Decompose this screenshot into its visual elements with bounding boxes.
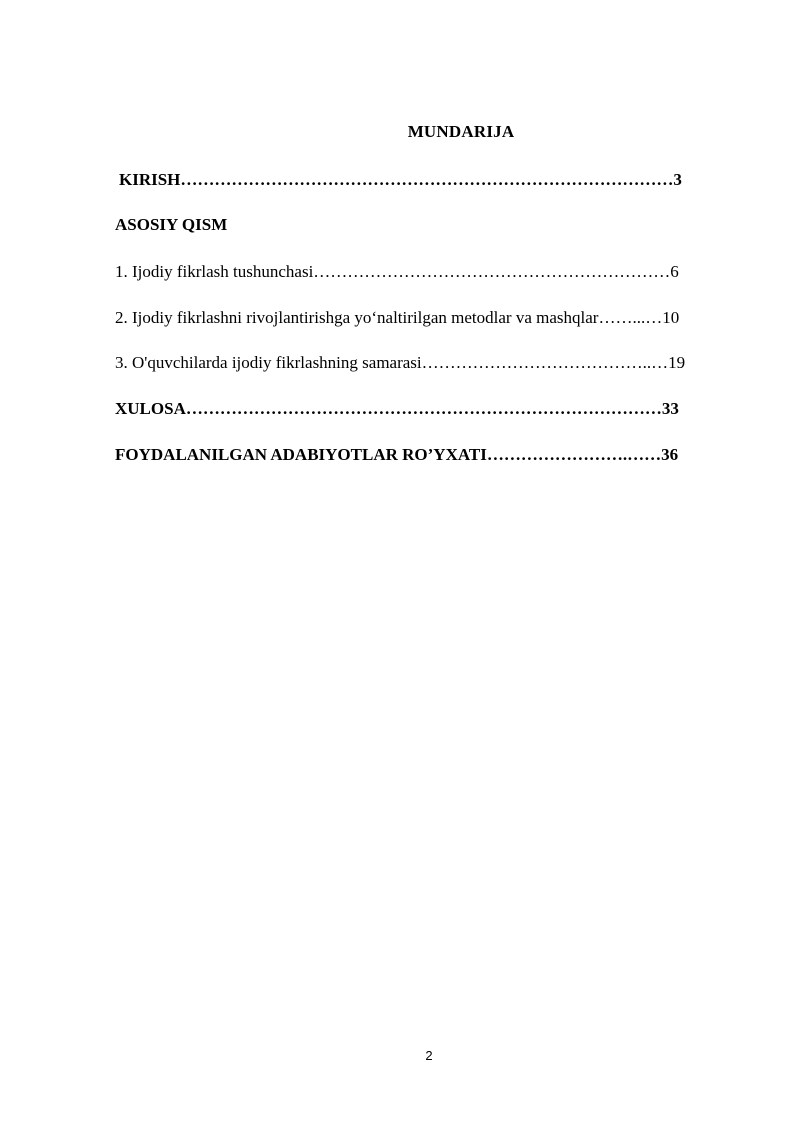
- toc-section-heading: ASOSIY QISM: [115, 215, 228, 234]
- toc-entry-2: 2. Ijodiy fikrlashni rivojlantirishga yo‘naltirilgan metodlar va mashqlar……...…10: [115, 308, 680, 327]
- toc-entry-3: 3. O'quvchilarda ijodiy fikrlashning samarasi…………………………………..…19: [115, 353, 686, 372]
- toc-entry-adabiyotlar: FOYDALANILGAN ADABIYOTLAR RO’YXATI…………………….……36: [115, 445, 679, 464]
- toc-entry-kirish: KIRISH……………………………………………………………………………3: [119, 170, 682, 189]
- toc-entry-1: 1. Ijodiy fikrlash tushunchasi………………………………………………………6: [115, 262, 679, 281]
- page-title: MUNDARIJA: [407, 122, 515, 141]
- page-number: 2: [425, 1048, 433, 1063]
- toc-entry-xulosa: XULOSA…………………………………………………………………………33: [115, 399, 679, 418]
